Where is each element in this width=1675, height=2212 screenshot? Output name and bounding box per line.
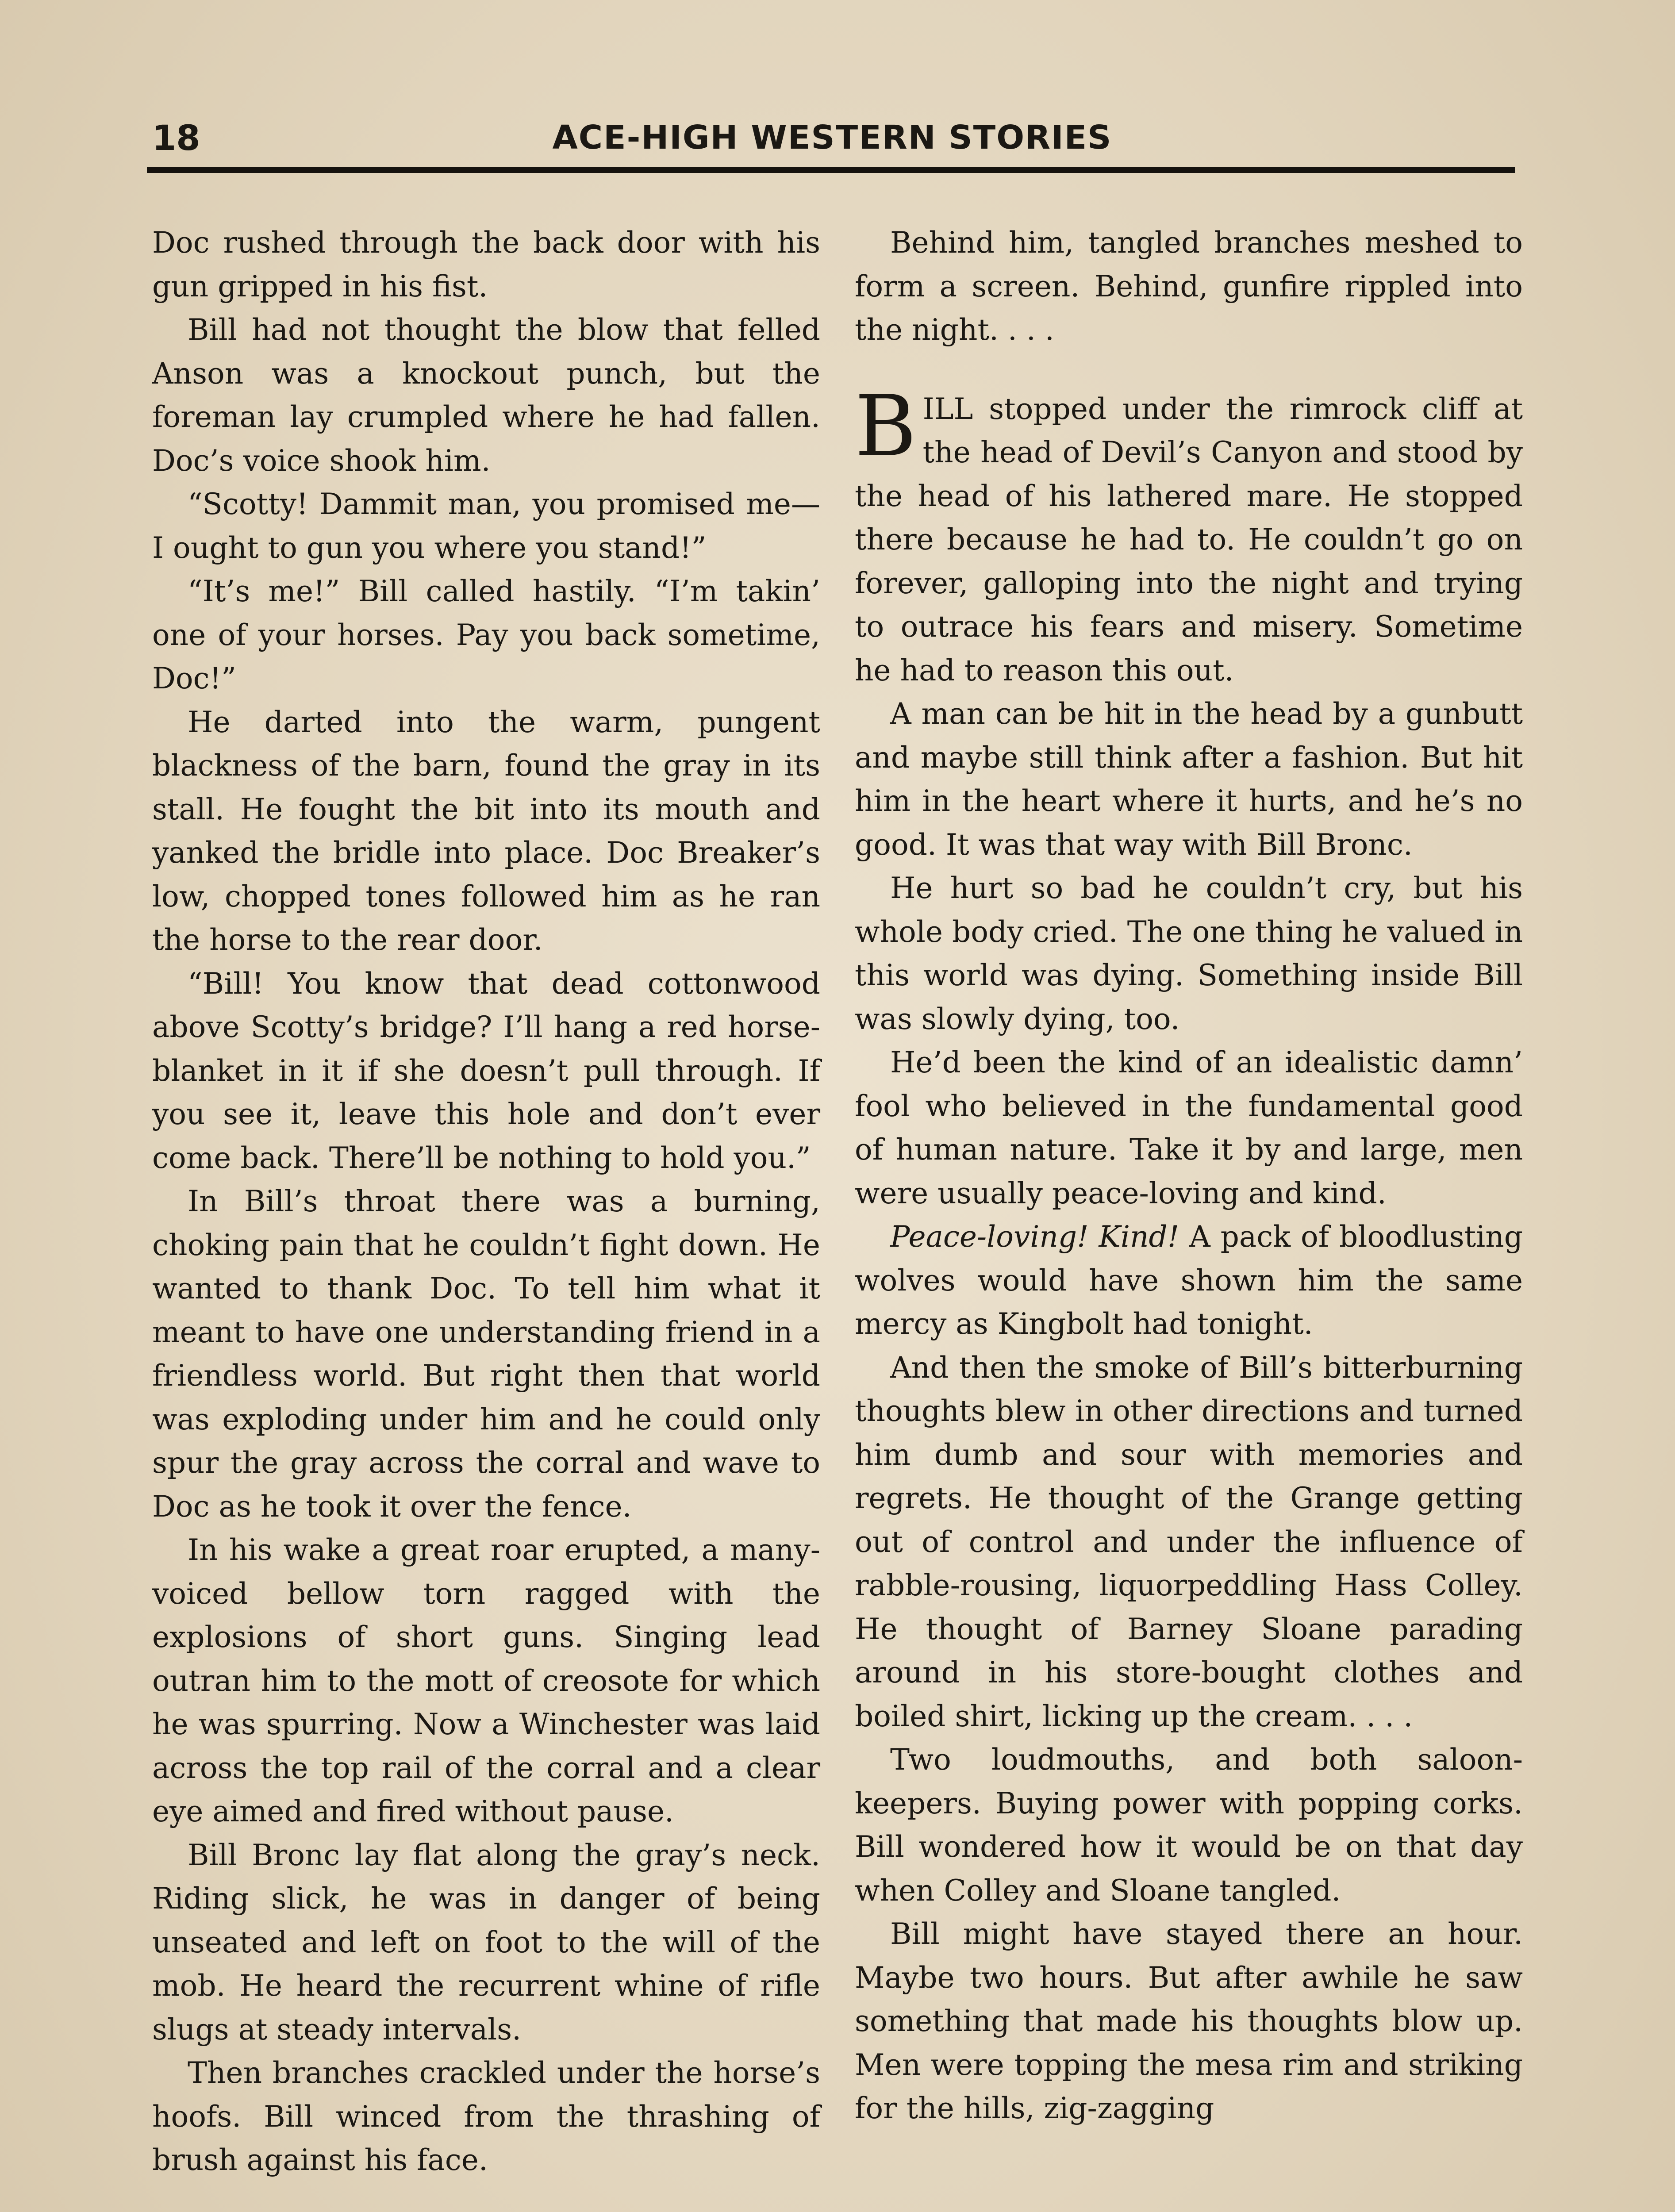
paragraph: Bill Bronc lay flat along the gray’s neck. Riding slick, he was in danger of being unseated and left on foot to the will of the mob. He heard the recurrent whine of rifle slugs at steady intervals. — [152, 1838, 820, 2047]
paragraph: Doc rushed through the back door with his gun gripped in his fist. — [152, 226, 820, 303]
paragraph: “It’s me!” Bill called hastily. “I’m takin’ one of your horses. Pay you back sometime, Doc!” — [152, 574, 820, 695]
paragraph: And then the smoke of Bill’s bitterburning thoughts blew in other directions and turned him dumb and sour with memories and regrets. He thought of the Grange getting out of control and under the influence of rabble-rousing, liquorpeddling Hass Colley. He thought of Barney Sloane parading around in his store-bought clothes and boiled shirt, licking up the cream. . . . — [855, 1350, 1523, 1733]
paragraph: Then branches crackled under the horse’s hoofs. Bill winced from the thrashing of brush against his face. — [152, 2056, 820, 2177]
paragraph: In Bill’s throat there was a burning, choking pain that he couldn’t fight down. He wanted to thank Doc. To tell him what it meant to have one understanding friend in a friendless world. But right then that world was exploding under him and he could only spur the gray across the corral and wave to Doc as he took it over the fence. — [152, 1184, 820, 1524]
drop-cap: B — [855, 377, 917, 475]
left-column — [152, 221, 820, 2182]
paragraph: A man can be hit in the head by a gunbutt and maybe still think after a fashion. But hit him in the heart where it hurts, and he’s no good. It was that way with Bill Bronc. — [855, 697, 1523, 862]
paragraph: Behind him, tangled branches meshed to form a screen. Behind, gunfire rippled into the night. . . . — [855, 226, 1523, 347]
paragraph: Bill might have stayed there an hour. Maybe two hours. But after awhile he saw something that made his thoughts blow up. Men were topping the mesa rim and striking for the hills, zig-zagging — [855, 1917, 1523, 2125]
paragraph: He darted into the warm, pungent blackness of the barn, found the gray in its stall. He fought the bit into its mouth and yanked the bridle into place. Doc Breaker’s low, chopped tones followed him as he ran the horse to the rear door. — [152, 705, 820, 957]
paragraph: Bill had not thought the blow that felled Anson was a knockout punch, but the foreman lay crumpled where he had fallen. Doc’s voice shook him. — [152, 313, 820, 478]
paragraph-text: A pack of bloodlusting wolves would have shown him the same mercy as Kingbolt had tonight. — [855, 1220, 1523, 1341]
paragraph: Two loudmouths, and both saloon-keepers. Buying power with popping corks. Bill wondered how it would be on that day when Colley and Sloane tangled. — [855, 1743, 1523, 1908]
page-number: 18 — [152, 119, 200, 158]
paragraph — [855, 1215, 1523, 1346]
section-opening-text: stopped under the rimrock cliff at the head of Devil’s Canyon and stood by the head of his lathered mare. He stopped there because he had to. He couldn’t go on forever, galloping into the night and trying to outrace his fears and misery. Sometime he had to reason this out. — [855, 392, 1523, 687]
paragraph: “Bill! You know that dead cottonwood above Scotty’s bridge? I’ll hang a red horse-blanket in it if she doesn’t pull through. If you see it, leave this hole and don’t ever come back. There’ll be nothing to hold you.” — [152, 966, 820, 1175]
paragraph: He hurt so bad he couldn’t cry, but his whole body cried. The one thing he valued in this world was dying. Something inside Bill was slowly dying, too. — [855, 871, 1523, 1036]
paragraph: “Scotty! Dammit man, you promised me— I ought to gun you where you stand!” — [152, 487, 820, 565]
header-rule — [147, 167, 1515, 173]
running-title: ACE-HIGH WESTERN STORIES — [552, 119, 1112, 157]
drop-cap-continuation: ILL — [922, 392, 973, 426]
paragraph: In his wake a great roar erupted, a many-voiced bellow torn ragged with the explosions of short guns. Singing lead outran him to the mott of creosote for which he was spurring. Now a Winchester was laid across the top rail of the corral and a clear eye aimed and fired without pause. — [152, 1533, 820, 1828]
italic-lead: Peace-loving! Kind! — [890, 1220, 1179, 1254]
paragraph: He’d been the kind of an idealistic damn’ fool who believed in the fundamental good of human nature. Take it by and large, men were usually peace-loving and kind. — [855, 1045, 1523, 1210]
right-column — [855, 221, 1523, 2131]
page-header — [152, 116, 1512, 169]
section-opening-paragraph — [855, 377, 1523, 693]
